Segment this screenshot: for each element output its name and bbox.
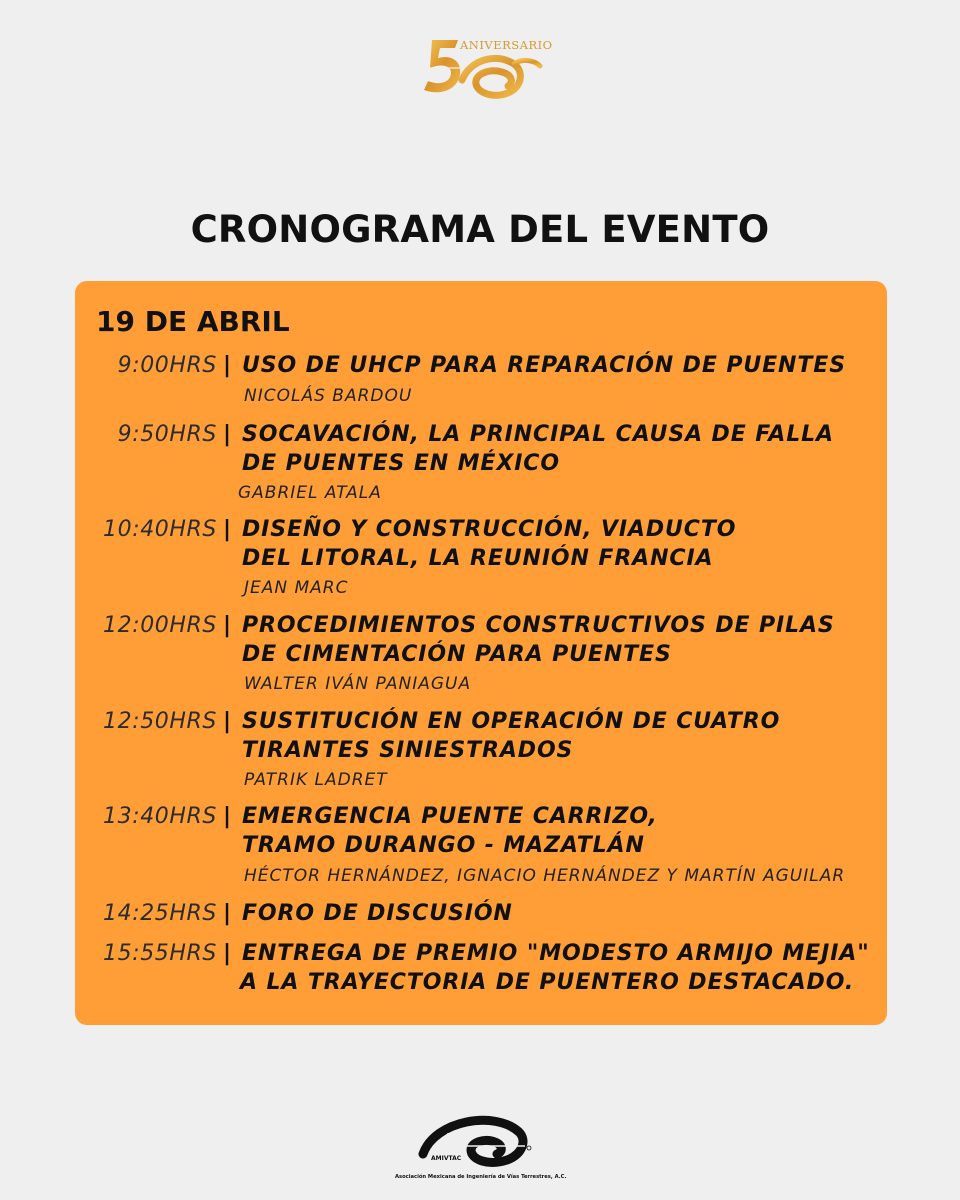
session-time: 14:25HRS bbox=[103, 901, 217, 926]
session-speaker: GABRIEL ATALA bbox=[238, 483, 382, 503]
separator: | bbox=[223, 613, 232, 638]
session-time: 12:00HRS bbox=[103, 613, 217, 638]
session-time: 15:55HRS bbox=[103, 941, 217, 966]
session-speaker: HÉCTOR HERNÁNDEZ, IGNACIO HERNÁNDEZ Y MARTÍN AGUILAR bbox=[244, 866, 846, 886]
anniversary-logo bbox=[418, 34, 553, 104]
anniversary-text: ANIVERSARIO bbox=[460, 38, 553, 52]
session-title-line-2: DE PUENTES EN MÉXICO bbox=[242, 450, 560, 476]
session-speaker: JEAN MARC bbox=[244, 578, 349, 598]
session-time: 9:50HRS bbox=[117, 422, 217, 447]
separator: | bbox=[223, 941, 232, 966]
session-title: PROCEDIMIENTOS CONSTRUCTIVOS DE PILAS bbox=[242, 613, 835, 638]
session-time: 12:50HRS bbox=[103, 709, 217, 734]
separator: | bbox=[223, 353, 232, 378]
separator: | bbox=[223, 709, 232, 734]
separator: | bbox=[223, 517, 232, 542]
session-title-line-2: DE CIMENTACIÓN PARA PUENTES bbox=[242, 641, 672, 667]
separator: | bbox=[223, 804, 232, 829]
session-speaker: PATRIK LADRET bbox=[244, 770, 388, 790]
session-title: DISEÑO Y CONSTRUCCIÓN, VIADUCTO bbox=[242, 517, 737, 542]
association-name: Asociación Mexicana de Ingeniería de Vías Terrestres, A.C. bbox=[395, 1174, 567, 1180]
session-time: 13:40HRS bbox=[103, 804, 217, 829]
separator: | bbox=[223, 901, 232, 926]
session-title-line-2: TRAMO DURANGO - MAZATLÁN bbox=[242, 832, 645, 858]
session-title-line-2: DEL LITORAL, LA REUNIÓN FRANCIA bbox=[242, 545, 714, 571]
page-title: CRONOGRAMA DEL EVENTO bbox=[190, 208, 770, 251]
association-abbr: AMIVTAC bbox=[431, 1155, 462, 1162]
session-title-line-2: TIRANTES SINIESTRADOS bbox=[242, 737, 574, 763]
session-speaker: NICOLÁS BARDOU bbox=[244, 386, 413, 406]
amivtac-logo-icon bbox=[395, 1110, 565, 1174]
session-time: 9:00HRS bbox=[117, 353, 217, 378]
schedule-card bbox=[75, 281, 887, 1025]
session-title-line-2: A LA TRAYECTORIA DE PUENTERO DESTACADO. bbox=[240, 969, 855, 995]
session-title: FORO DE DISCUSIÓN bbox=[242, 901, 513, 926]
session-title: SOCAVACIÓN, LA PRINCIPAL CAUSA DE FALLA bbox=[242, 422, 834, 447]
association-logo bbox=[395, 1110, 565, 1190]
session-title: ENTREGA DE PREMIO "MODESTO ARMIJO MEJIA" bbox=[242, 941, 870, 966]
date-heading: 19 DE ABRIL bbox=[96, 305, 290, 338]
session-title: SUSTITUCIÓN EN OPERACIÓN DE CUATRO bbox=[242, 709, 781, 734]
session-title: USO DE UHCP PARA REPARACIÓN DE PUENTES bbox=[242, 353, 846, 378]
separator: | bbox=[223, 422, 232, 447]
session-speaker: WALTER IVÁN PANIAGUA bbox=[244, 674, 472, 694]
session-time: 10:40HRS bbox=[103, 517, 217, 542]
session-title: EMERGENCIA PUENTE CARRIZO, bbox=[242, 804, 658, 829]
